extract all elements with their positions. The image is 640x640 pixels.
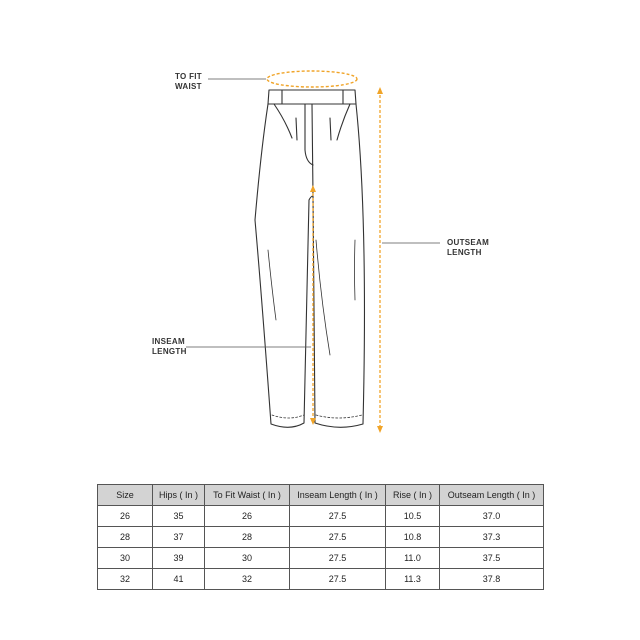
table-cell: 37 [153,527,205,548]
table-cell: 37.5 [440,548,544,569]
table-cell: 11.0 [386,548,440,569]
table-cell: 26 [205,506,290,527]
table-cell: 27.5 [290,548,386,569]
table-cell: 10.5 [386,506,440,527]
table-row [98,527,544,548]
table-row [98,569,544,590]
table-cell: 10.8 [386,527,440,548]
table-cell: 39 [153,548,205,569]
header-waist: To Fit Waist ( In ) [205,485,290,506]
table-cell: 35 [153,506,205,527]
pants-illustration [255,90,364,427]
inseam-label: INSEAM LENGTH [152,337,187,356]
table-cell: 27.5 [290,527,386,548]
table-cell: 41 [153,569,205,590]
header-hips: Hips ( In ) [153,485,205,506]
table-cell: 37.3 [440,527,544,548]
header-rise: Rise ( In ) [386,485,440,506]
table-cell: 26 [98,506,153,527]
table-cell: 28 [205,527,290,548]
outseam-label: OUTSEAM LENGTH [447,238,490,257]
table-header-row [98,485,544,506]
waist-label: TO FIT WAIST [175,72,202,91]
table-row [98,506,544,527]
table-cell: 30 [98,548,153,569]
table-cell: 37.0 [440,506,544,527]
table-cell: 32 [205,569,290,590]
table-cell: 11.3 [386,569,440,590]
table-cell: 37.8 [440,569,544,590]
table-cell: 30 [205,548,290,569]
header-outseam: Outseam Length ( In ) [440,485,544,506]
table-cell: 27.5 [290,569,386,590]
table-cell: 32 [98,569,153,590]
table-cell: 27.5 [290,506,386,527]
header-size: Size [98,485,153,506]
outseam-arrow [377,87,383,433]
size-chart-table [97,484,544,590]
header-inseam: Inseam Length ( In ) [290,485,386,506]
table-row [98,548,544,569]
table-cell: 28 [98,527,153,548]
waist-measure-ellipse [267,71,357,87]
